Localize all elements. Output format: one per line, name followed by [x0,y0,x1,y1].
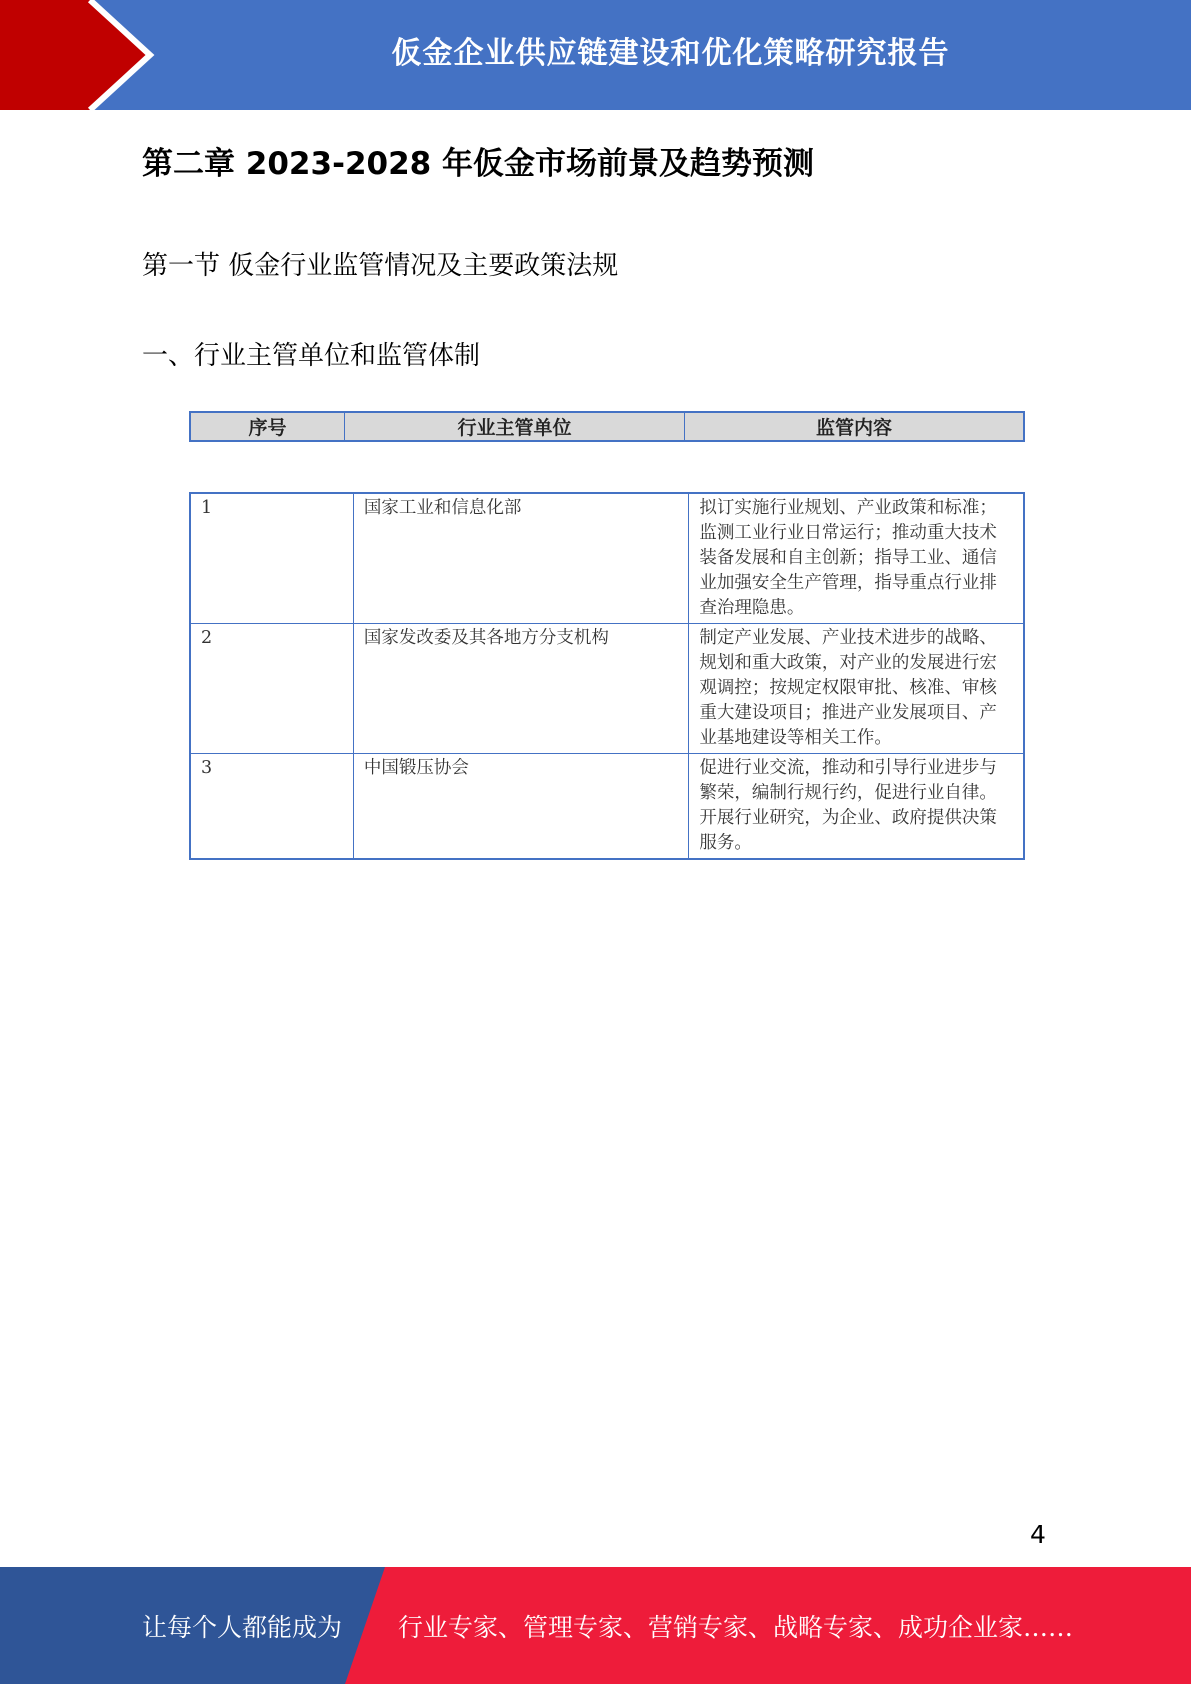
footer-slogan-right: 行业专家、管理专家、营销专家、战略专家、成功企业家…… [398,1612,1074,1642]
column-header-unit: 行业主管单位 [345,412,685,441]
regulator-unit: 国家发改委及其各地方分支机构 [353,624,688,754]
regulation-table-header [189,411,1025,442]
table-row [190,754,1024,860]
column-header-no: 序号 [190,412,345,441]
table-row [190,493,1024,624]
regulator-unit: 国家工业和信息化部 [353,493,688,624]
row-number: 3 [190,754,353,860]
row-number: 1 [190,493,353,624]
subsection-title: 一、行业主管单位和监管体制 [142,341,481,371]
row-number: 2 [190,624,353,754]
section-title: 第一节 仮金行业监管情况及主要政策法规 [142,251,619,281]
footer-slogan-left: 让每个人都能成为 [142,1612,343,1642]
table-row [190,624,1024,754]
table-header-row [190,412,1024,441]
regulator-unit: 中国锻压协会 [353,754,688,860]
regulation-content: 制定产业发展、产业技术进步的战略、规划和重大政策，对产业的发展进行宏观调控；按规定权限审批、核准、审核重大建设项目；推进产业发展项目、产业基地建设等相关工作。 [689,624,1024,754]
chapter-title: 第二章 2023-2028 年仮金市场前景及趋势预测 [142,146,815,182]
page-number: 4 [1030,1520,1046,1549]
footer-banner [0,1567,1191,1684]
regulation-content: 促进行业交流，推动和引导行业进步与繁荣，编制行规行约，促进行业自律。开展行业研究，为企业、政府提供决策服务。 [689,754,1024,860]
regulation-table [189,492,1025,860]
header-title: 仮金企业供应链建设和优化策略研究报告 [391,36,950,71]
header-banner [0,0,1191,110]
column-header-content: 监管内容 [685,412,1025,441]
regulation-content: 拟订实施行业规划、产业政策和标准；监测工业行业日常运行；推动重大技术装备发展和自主创新；指导工业、通信业加强安全生产管理，指导重点行业排查治理隐患。 [689,493,1024,624]
